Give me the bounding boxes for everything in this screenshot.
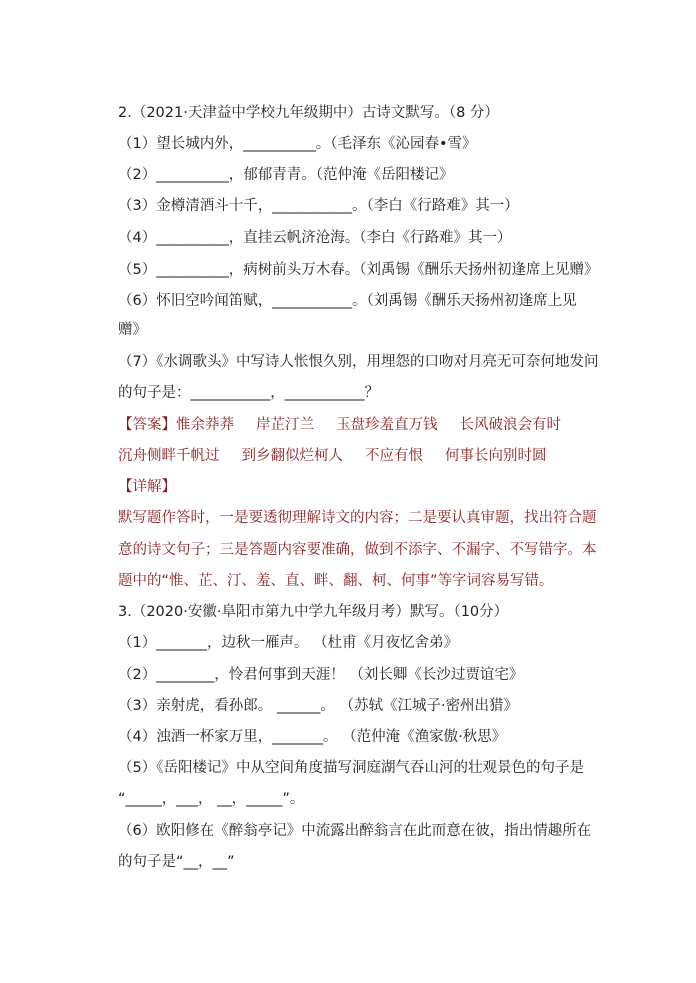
- question-2-item-3: （3）金樽清酒斗十千，___________。（李白《行路难》其一）: [118, 198, 519, 214]
- explain-line-1: 默写题作答时，一是要透彻理解诗文的内容；二是要认真审题，找出符合题: [118, 510, 597, 526]
- question-2-item-6-cont: 赠》: [118, 322, 147, 338]
- question-3-item-3: （3）亲射虎，看孙郎。 ______。 （苏轼《江城子·密州出猎》: [118, 698, 519, 714]
- question-3-item-5: （5）《岳阳楼记》中从空间角度描写洞庭湖气吞山河的壮观景色的句子是: [118, 760, 584, 776]
- question-3-item-6-cont: 的句子是“__，__”: [118, 854, 235, 870]
- question-2-item-7-cont: 的句子是：___________，___________？: [118, 385, 379, 401]
- question-3-item-4: （4）浊酒一杯家万里，_______。 （范仲淹《渔家傲·秋思》: [118, 729, 507, 745]
- answer-item: 长风破浪会有时: [459, 417, 561, 433]
- explain-label: 【详解】: [118, 479, 176, 495]
- answer-item: 不应有恨: [365, 448, 423, 464]
- question-2-item-7: （7）《水调歌头》中写诗人怅恨久别，用埋怨的口吻对月亮无可奈何地发问: [118, 354, 599, 370]
- explain-line-3: 题中的“惟、芷、汀、羞、直、畔、翻、柯、何事”等字词容易写错。: [118, 573, 554, 589]
- question-2-item-2: （2）__________，郁郁青青。（范仲淹《岳阳楼记》: [118, 167, 454, 183]
- question-2-item-6: （6）怀旧空吟闻笛赋，___________。（刘禹锡《酬乐天扬州初逢席上见: [118, 293, 577, 309]
- question-3-item-6: （6）欧阳修在《醉翁亭记》中流露出醉翁言在此而意在彼，指出情趣所在: [118, 823, 592, 839]
- answer-item: 玉盘珍羞直万钱: [336, 417, 438, 433]
- question-3-item-1: （1）_______，边秋一雁声。 （杜甫《月夜忆舍弟》: [118, 635, 459, 651]
- answer-item: 到乡翻似烂柯人: [241, 448, 343, 464]
- answer-item: 岸芷汀兰: [256, 417, 314, 433]
- question-2-item-4: （4）__________，直挂云帆济沧海。（李白《行路难》其一）: [118, 230, 512, 246]
- answer-item: 何事长向别时圆: [445, 448, 547, 464]
- answer-row-1: [118, 415, 561, 435]
- answer-item: 沉舟侧畔千帆过: [118, 448, 220, 464]
- answer-label: 【答案】: [118, 417, 176, 433]
- question-2-header: 2.（2021·天津益中学校九年级期中）古诗文默写。（8 分）: [118, 105, 499, 121]
- question-3-item-2: （2）________，怜君何事到天涯！ （刘长卿《长沙过贾谊宅》: [118, 667, 524, 683]
- explain-line-2: 意的诗文句子；三是答题内容要准确，做到不添字、不漏字、不写错字。本: [118, 542, 597, 558]
- question-2-item-5: （5）__________，病树前头万木春。（刘禹锡《酬乐天扬州初逢席上见赠》: [118, 262, 599, 278]
- answer-row-2: [118, 446, 547, 466]
- question-2-item-1: （1）望长城内外，__________。（毛泽东《沁园春•雪》: [118, 136, 477, 152]
- question-3-header: 3.（2020·安徽·阜阳市第九中学九年级月考）默写。（10分）: [118, 604, 509, 620]
- question-3-item-5-cont: “_____，___， __，_____”。: [118, 791, 305, 807]
- answer-item: 惟余莽莽: [176, 417, 234, 433]
